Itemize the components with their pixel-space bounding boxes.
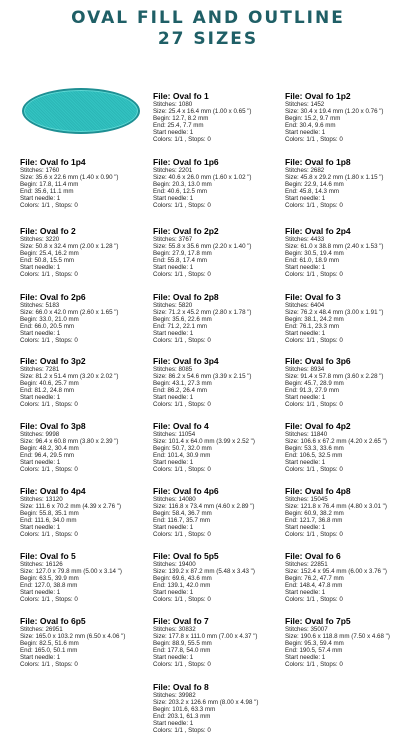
file-detail-line: Size: 101.4 x 64.0 mm (3.99 x 2.52 ")	[153, 438, 255, 446]
file-entry	[20, 356, 148, 409]
file-name: File: Oval fo 4p4	[20, 486, 86, 496]
file-detail-line: Stitches: 26951	[20, 626, 63, 633]
file-name: File: Oval fo 1p4	[20, 157, 86, 167]
file-detail-line: Begin: 50.7, 32.0 mm	[153, 445, 212, 453]
file-entry	[285, 356, 413, 409]
file-detail-line: End: 116.7, 35.7 mm	[153, 517, 210, 525]
file-detail-line: Colors: 1/1 , Stops: 0	[285, 271, 343, 279]
file-detail-line: Stitches: 1080	[153, 101, 193, 108]
file-name: File: Oval fo 1p8	[285, 157, 351, 167]
file-name: File: Oval fo 4p6	[153, 486, 219, 496]
file-detail-line: Start needle: 1	[285, 129, 326, 137]
file-detail-line: Start needle: 1	[153, 720, 194, 728]
oval-design-preview	[22, 88, 140, 134]
file-detail-line: Stitches: 2201	[153, 167, 193, 174]
file-entry	[20, 157, 148, 210]
file-detail-line: Colors: 1/1 , Stops: 0	[285, 136, 343, 144]
file-detail-line: End: 86.2, 26.4 mm	[153, 387, 207, 395]
file-detail-line: Colors: 1/1 , Stops: 0	[20, 596, 78, 604]
file-name: File: Oval fo 2	[20, 226, 76, 236]
file-detail-line: Size: 55.8 x 35.6 mm (2.20 x 1.40 ")	[153, 243, 252, 251]
file-detail-line: Size: 96.4 x 60.8 mm (3.80 x 2.39 ")	[20, 438, 119, 446]
file-detail-line: Size: 121.8 x 76.4 mm (4.80 x 3.01 ")	[285, 503, 387, 511]
file-detail-line: Colors: 1/1 , Stops: 0	[153, 401, 211, 409]
file-detail-line: Size: 66.0 x 42.0 mm (2.60 x 1.65 ")	[20, 309, 119, 317]
file-entry	[285, 157, 413, 210]
file-entry	[20, 551, 148, 604]
file-entry	[20, 616, 148, 669]
file-detail-line: Size: 91.4 x 57.8 mm (3.60 x 2.28 ")	[285, 373, 384, 381]
file-detail-line: Begin: 30.5, 19.4 mm	[285, 250, 344, 258]
file-name: File: Oval fo 3p2	[20, 356, 86, 366]
file-detail-line: Begin: 101.6, 63.3 mm	[153, 706, 216, 714]
file-detail-line: Colors: 1/1 , Stops: 0	[20, 466, 78, 474]
file-detail-line: Size: 177.8 x 111.0 mm (7.00 x 4.37 ")	[153, 633, 258, 641]
file-detail-line: Start needle: 1	[285, 195, 326, 203]
file-detail-line: Begin: 58.4, 36.7 mm	[153, 510, 212, 518]
file-detail-line: End: 139.1, 42.0 mm	[153, 582, 211, 590]
file-detail-line: Begin: 63.5, 39.9 mm	[20, 575, 79, 583]
file-detail-line: Colors: 1/1 , Stops: 0	[153, 271, 211, 279]
file-detail-line: Size: 190.6 x 118.8 mm (7.50 x 4.68 ")	[285, 633, 390, 641]
file-detail-line: Stitches: 1760	[20, 167, 60, 174]
file-detail-line: Stitches: 6404	[285, 302, 325, 309]
file-detail-line: Stitches: 19400	[153, 561, 196, 568]
file-detail-line: Colors: 1/1 , Stops: 0	[20, 337, 78, 345]
file-detail-line: End: 177.8, 54.0 mm	[153, 647, 211, 655]
file-detail-line: Start needle: 1	[20, 195, 61, 203]
file-name: File: Oval fo 7p5	[285, 616, 351, 626]
file-detail-line: End: 203.1, 61.3 mm	[153, 713, 211, 721]
file-detail-line: Colors: 1/1 , Stops: 0	[153, 202, 211, 210]
file-entry	[153, 682, 281, 735]
file-detail-line: Start needle: 1	[153, 524, 194, 532]
file-detail-line: Begin: 69.6, 43.6 mm	[153, 575, 212, 583]
file-name: File: Oval fo 8	[153, 682, 209, 692]
file-detail-line: Start needle: 1	[285, 589, 326, 597]
file-name: File: Oval fo 3p8	[20, 421, 86, 431]
file-detail-line: End: 40.6, 12.5 mm	[153, 188, 207, 196]
file-detail-line: Size: 106.6 x 67.2 mm (4.20 x 2.65 ")	[285, 438, 387, 446]
file-detail-line: Begin: 33.0, 21.0 mm	[20, 316, 79, 324]
file-detail-line: Begin: 40.6, 25.7 mm	[20, 380, 79, 388]
file-entry	[153, 226, 281, 279]
file-entry	[20, 486, 148, 539]
file-detail-line: Stitches: 4433	[285, 236, 325, 243]
file-detail-line: Size: 50.8 x 32.4 mm (2.00 x 1.28 ")	[20, 243, 119, 251]
file-name: File: Oval fo 4p2	[285, 421, 351, 431]
file-detail-line: Colors: 1/1 , Stops: 0	[285, 401, 343, 409]
file-detail-line: Size: 76.2 x 48.4 mm (3.00 x 1.91 ")	[285, 309, 384, 317]
file-detail-line: Stitches: 2682	[285, 167, 325, 174]
file-detail-line: Size: 203.2 x 126.6 mm (8.00 x 4.98 ")	[153, 699, 259, 707]
file-entry	[285, 551, 413, 604]
file-name: File: Oval fo 4p8	[285, 486, 351, 496]
file-entry	[285, 421, 413, 474]
file-detail-line: End: 71.2, 22.1 mm	[153, 323, 207, 331]
file-detail-line: End: 190.5, 57.4 mm	[285, 647, 343, 655]
file-detail-line: Colors: 1/1 , Stops: 0	[20, 202, 78, 210]
file-entry	[153, 616, 281, 669]
file-detail-line: Stitches: 8085	[153, 366, 193, 373]
file-name: File: Oval fo 3p4	[153, 356, 219, 366]
file-detail-line: Start needle: 1	[20, 330, 61, 338]
file-detail-line: Begin: 20.3, 13.0 mm	[153, 181, 212, 189]
file-detail-line: Start needle: 1	[153, 589, 194, 597]
file-name: File: Oval fo 2p2	[153, 226, 219, 236]
file-entry	[20, 292, 148, 345]
file-entry	[285, 616, 413, 669]
file-detail-line: End: 148.4, 47.8 mm	[285, 582, 343, 590]
file-detail-line: Size: 30.4 x 19.4 mm (1.20 x 0.76 ")	[285, 108, 384, 116]
file-detail-line: End: 91.3, 27.9 mm	[285, 387, 339, 395]
file-detail-line: Begin: 38.1, 24.2 mm	[285, 316, 344, 324]
file-detail-line: Begin: 53.3, 33.6 mm	[285, 445, 344, 453]
file-detail-line: Begin: 76.2, 47.7 mm	[285, 575, 344, 583]
file-name: File: Oval fo 1p6	[153, 157, 219, 167]
file-detail-line: Start needle: 1	[153, 654, 194, 662]
file-detail-line: Begin: 17.8, 11.4 mm	[20, 181, 79, 189]
file-detail-line: Begin: 82.5, 51.6 mm	[20, 640, 79, 648]
page-title: OVAL FILL AND OUTLINE	[71, 8, 345, 28]
file-detail-line: Stitches: 22851	[285, 561, 328, 568]
file-detail-line: Stitches: 9998	[20, 431, 60, 438]
file-detail-line: Colors: 1/1 , Stops: 0	[153, 727, 211, 735]
file-detail-line: Colors: 1/1 , Stops: 0	[153, 337, 211, 345]
file-detail-line: Colors: 1/1 , Stops: 0	[285, 531, 343, 539]
file-name: File: Oval fo 1p2	[285, 91, 351, 101]
file-detail-line: End: 45.8, 14.3 mm	[285, 188, 339, 196]
file-name: File: Oval fo 6	[285, 551, 341, 561]
file-detail-line: Colors: 1/1 , Stops: 0	[285, 202, 343, 210]
file-detail-line: End: 30.4, 9.6 mm	[285, 122, 336, 130]
file-detail-line: Stitches: 39982	[153, 692, 196, 699]
file-detail-line: Colors: 1/1 , Stops: 0	[285, 337, 343, 345]
file-detail-line: End: 127.0, 38.8 mm	[20, 582, 78, 590]
file-detail-line: Begin: 45.7, 28.9 mm	[285, 380, 344, 388]
file-detail-line: Start needle: 1	[20, 589, 61, 597]
file-detail-line: End: 81.2, 24.8 mm	[20, 387, 74, 395]
file-detail-line: End: 96.4, 29.5 mm	[20, 452, 74, 460]
file-name: File: Oval fo 5	[20, 551, 76, 561]
file-detail-line: Size: 152.4 x 95.4 mm (6.00 x 3.76 ")	[285, 568, 387, 576]
file-detail-line: Start needle: 1	[285, 459, 326, 467]
file-detail-line: Begin: 55.8, 35.1 mm	[20, 510, 79, 518]
file-name: File: Oval fo 2p8	[153, 292, 219, 302]
file-entry	[285, 292, 413, 345]
file-detail-line: Colors: 1/1 , Stops: 0	[285, 661, 343, 669]
file-detail-line: Start needle: 1	[20, 394, 61, 402]
file-detail-line: End: 61.0, 18.9 mm	[285, 257, 339, 265]
file-detail-line: Size: 35.6 x 22.6 mm (1.40 x 0.90 ")	[20, 174, 119, 182]
file-detail-line: Start needle: 1	[20, 524, 61, 532]
file-entry	[153, 486, 281, 539]
file-detail-line: Size: 139.2 x 87.2 mm (5.48 x 3.43 ")	[153, 568, 255, 576]
file-detail-line: Start needle: 1	[20, 654, 61, 662]
file-detail-line: Start needle: 1	[153, 129, 194, 137]
file-detail-line: Start needle: 1	[153, 394, 194, 402]
file-detail-line: Begin: 88.9, 55.5 mm	[153, 640, 212, 648]
file-detail-line: Stitches: 14080	[153, 496, 196, 503]
file-detail-line: Stitches: 5183	[20, 302, 60, 309]
file-detail-line: End: 121.7, 36.8 mm	[285, 517, 343, 525]
file-detail-line: Start needle: 1	[153, 459, 194, 467]
file-detail-line: Begin: 60.9, 38.2 mm	[285, 510, 344, 518]
file-detail-line: Begin: 35.6, 22.6 mm	[153, 316, 212, 324]
file-detail-line: End: 101.4, 30.9 mm	[153, 452, 211, 460]
file-detail-line: Colors: 1/1 , Stops: 0	[153, 466, 211, 474]
file-detail-line: Size: 61.0 x 38.8 mm (2.40 x 1.53 ")	[285, 243, 384, 251]
file-detail-line: Start needle: 1	[153, 264, 194, 272]
file-name: File: Oval fo 2p4	[285, 226, 351, 236]
file-detail-line: Stitches: 30832	[153, 626, 196, 633]
file-entry	[153, 551, 281, 604]
file-detail-line: Stitches: 35007	[285, 626, 328, 633]
file-detail-line: Size: 25.4 x 16.4 mm (1.00 x 0.65 ")	[153, 108, 252, 116]
file-detail-line: Stitches: 16126	[20, 561, 63, 568]
file-detail-line: Start needle: 1	[20, 264, 61, 272]
file-detail-line: Start needle: 1	[285, 524, 326, 532]
file-entry	[20, 421, 148, 474]
file-detail-line: Begin: 27.9, 17.8 mm	[153, 250, 212, 258]
file-detail-line: Begin: 95.3, 59.4 mm	[285, 640, 344, 648]
file-detail-line: Size: 111.6 x 70.2 mm (4.39 x 2.76 ")	[20, 503, 122, 511]
file-detail-line: Start needle: 1	[153, 330, 194, 338]
file-detail-line: Begin: 43.1, 27.3 mm	[153, 380, 212, 388]
file-detail-line: Stitches: 15045	[285, 496, 328, 503]
file-detail-line: Stitches: 3220	[20, 236, 60, 243]
file-detail-line: End: 111.6, 34.0 mm	[20, 517, 77, 525]
file-detail-line: End: 66.0, 20.5 mm	[20, 323, 74, 331]
file-detail-line: End: 165.0, 50.1 mm	[20, 647, 78, 655]
file-detail-line: Colors: 1/1 , Stops: 0	[20, 271, 78, 279]
file-entry	[20, 226, 148, 279]
file-detail-line: Stitches: 13120	[20, 496, 63, 503]
file-detail-line: Start needle: 1	[20, 459, 61, 467]
file-name: File: Oval fo 6p5	[20, 616, 86, 626]
file-detail-line: Size: 165.0 x 103.2 mm (6.50 x 4.06 ")	[20, 633, 126, 641]
file-detail-line: Stitches: 5820	[153, 302, 193, 309]
file-detail-line: Begin: 48.2, 30.4 mm	[20, 445, 79, 453]
file-detail-line: Colors: 1/1 , Stops: 0	[20, 401, 78, 409]
file-detail-line: Start needle: 1	[285, 654, 326, 662]
file-entry	[153, 356, 281, 409]
file-detail-line: Colors: 1/1 , Stops: 0	[153, 661, 211, 669]
file-detail-line: Colors: 1/1 , Stops: 0	[20, 531, 78, 539]
file-detail-line: Begin: 15.2, 9.7 mm	[285, 115, 341, 123]
file-name: File: Oval fo 2p6	[20, 292, 86, 302]
file-detail-line: Stitches: 11840	[285, 431, 328, 438]
file-detail-line: Size: 40.6 x 26.0 mm (1.60 x 1.02 ")	[153, 174, 252, 182]
file-entry	[153, 157, 281, 210]
file-detail-line: End: 35.6, 11.1 mm	[20, 188, 74, 196]
file-detail-line: Colors: 1/1 , Stops: 0	[153, 531, 211, 539]
file-name: File: Oval fo 5p5	[153, 551, 219, 561]
file-entry	[285, 91, 413, 144]
file-detail-line: Size: 45.8 x 29.2 mm (1.80 x 1.15 ")	[285, 174, 384, 182]
file-name: File: Oval fo 7	[153, 616, 209, 626]
file-detail-line: Start needle: 1	[285, 394, 326, 402]
file-detail-line: End: 55.8, 17.4 mm	[153, 257, 207, 265]
file-detail-line: Colors: 1/1 , Stops: 0	[20, 661, 78, 669]
file-name: File: Oval fo 1	[153, 91, 209, 101]
file-detail-line: Size: 71.2 x 45.2 mm (2.80 x 1.78 ")	[153, 309, 252, 317]
file-detail-line: Start needle: 1	[153, 195, 194, 203]
file-detail-line: Stitches: 3767	[153, 236, 193, 243]
file-entry	[153, 421, 281, 474]
file-entry	[285, 486, 413, 539]
file-detail-line: Start needle: 1	[285, 264, 326, 272]
file-entry	[285, 226, 413, 279]
file-detail-line: Colors: 1/1 , Stops: 0	[153, 136, 211, 144]
file-detail-line: Stitches: 1452	[285, 101, 325, 108]
file-detail-line: Colors: 1/1 , Stops: 0	[285, 466, 343, 474]
file-detail-line: Begin: 22.9, 14.6 mm	[285, 181, 344, 189]
file-detail-line: Size: 81.2 x 51.4 mm (3.20 x 2.02 ")	[20, 373, 119, 381]
page-subtitle: 27 SIZES	[157, 29, 259, 49]
file-detail-line: Size: 86.2 x 54.6 mm (3.39 x 2.15 ")	[153, 373, 252, 381]
file-detail-line: Begin: 12.7, 8.2 mm	[153, 115, 209, 123]
page-header	[0, 8, 416, 49]
file-name: File: Oval fo 4	[153, 421, 209, 431]
file-detail-line: End: 76.1, 23.3 mm	[285, 323, 339, 331]
file-detail-line: End: 50.8, 15.5 mm	[20, 257, 74, 265]
file-detail-line: Colors: 1/1 , Stops: 0	[153, 596, 211, 604]
file-detail-line: Size: 116.8 x 73.4 mm (4.60 x 2.89 ")	[153, 503, 255, 511]
file-detail-line: Stitches: 8934	[285, 366, 325, 373]
file-detail-line: End: 25.4, 7.7 mm	[153, 122, 204, 130]
file-detail-line: Start needle: 1	[285, 330, 326, 338]
file-detail-line: Size: 127.0 x 79.8 mm (5.00 x 3.14 ")	[20, 568, 122, 576]
file-entry	[153, 91, 281, 144]
file-detail-line: Colors: 1/1 , Stops: 0	[285, 596, 343, 604]
file-name: File: Oval fo 3	[285, 292, 341, 302]
file-detail-line: End: 106.5, 32.5 mm	[285, 452, 343, 460]
file-entry	[153, 292, 281, 345]
file-detail-line: Begin: 25.4, 16.2 mm	[20, 250, 79, 258]
file-detail-line: Stitches: 7281	[20, 366, 60, 373]
file-detail-line: Stitches: 11054	[153, 431, 196, 438]
file-name: File: Oval fo 3p6	[285, 356, 351, 366]
